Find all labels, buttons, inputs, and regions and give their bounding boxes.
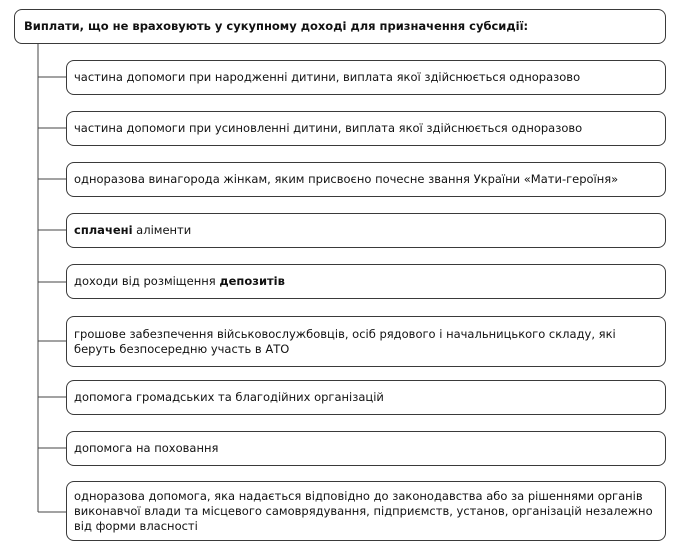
root-node-header <box>14 9 666 44</box>
node-text <box>74 223 191 238</box>
node-text: одноразова допомога, яка надається відповідно до законодавства або за рішеннями органів виконавчої влади та місцевого самоврядування, підприємств, установ, організацій незалежно від форми власності <box>74 488 653 533</box>
node-text-bold: сплачені <box>74 223 133 237</box>
node-text: одноразова винагорода жінкам, яким присвоєно почесне звання України «Мати-героїня» <box>74 172 619 186</box>
node-text: частина допомоги при усиновленні дитини, виплата якої здійснюється одноразово <box>74 121 583 135</box>
node-text: допомога громадських та благодійних організацій <box>74 390 384 404</box>
node-adoption-allowance <box>66 111 666 146</box>
node-funeral-aid <box>66 431 666 466</box>
header-title: Виплати, що не враховують у сукупному доході для призначення субсидії: <box>24 19 529 33</box>
node-text <box>74 274 285 289</box>
node-military-pay <box>66 316 666 367</box>
node-alimony <box>66 213 666 248</box>
node-charity-aid <box>66 380 666 415</box>
node-text: частина допомоги при народженні дитини, виплата якої здійснюється одноразово <box>74 70 581 84</box>
node-text-bold: депозитів <box>219 274 285 288</box>
node-mother-heroine-reward <box>66 162 666 197</box>
node-one-time-aid <box>66 481 666 541</box>
node-text: грошове забезпечення військовослужбовців, осіб рядового і начальницького складу, які беруть безпосередню участь в АТО <box>74 326 616 356</box>
node-text-lead: доходи від розміщення <box>74 274 220 288</box>
node-text-rest: аліменти <box>132 223 192 237</box>
node-deposit-income <box>66 264 666 299</box>
node-birth-allowance <box>66 60 666 95</box>
node-text: допомога на поховання <box>74 441 219 455</box>
